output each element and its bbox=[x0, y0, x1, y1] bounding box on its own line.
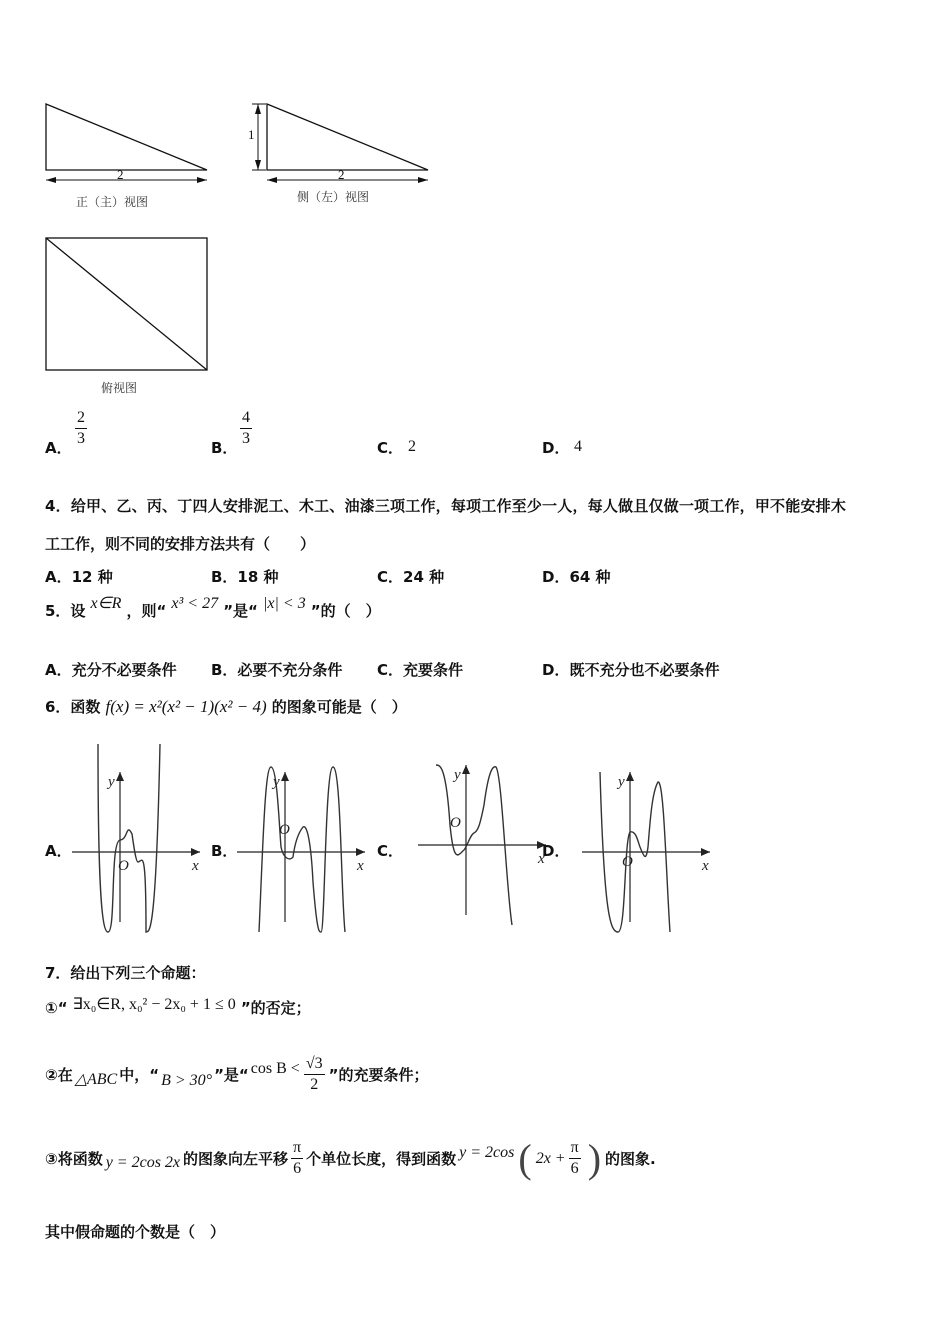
q6-graph-b-y-label: y bbox=[273, 774, 280, 790]
q7-proposition-2: ②在 △ABC 中，“ B > 30° ”是“ cos B < $\frac{√3}{2}$ ”的充要条件； bbox=[45, 1055, 429, 1093]
side-view-caption: 侧（左）视图 bbox=[297, 190, 370, 204]
q5-option-a: A．充分不必要条件 bbox=[45, 661, 177, 679]
q3-option-a-label: A． bbox=[45, 439, 72, 457]
q7-p1-expr: ∃x₀∈R, x₀² − 2x₀ + 1 ≤ 0 bbox=[72, 996, 236, 1013]
q6-graph-c-y-arrow bbox=[462, 765, 470, 774]
q5-cond1: x³ < 27 bbox=[171, 595, 219, 612]
q5-option-d: D．既不充分也不必要条件 bbox=[542, 661, 720, 679]
q3-option-d-label: D． bbox=[542, 439, 570, 457]
front-width-label: 2 bbox=[117, 167, 124, 182]
side-width-label: 2 bbox=[338, 167, 345, 182]
q6-graph-a-y-arrow bbox=[116, 772, 124, 781]
q6-option-d-label: D． bbox=[542, 842, 570, 860]
q4-option-b: B．18 种 bbox=[211, 568, 279, 586]
q6-graph-c-x-label: x bbox=[538, 851, 545, 867]
q7-proposition-3: ③将函数 y = 2cos 2x 的图象向左平移 $\frac{\pi}{6}$ 个单位长度，得到函数 y = 2cos ( 2x + $\frac{\pi}{6}$ ) 的图象. bbox=[45, 1135, 656, 1181]
q6-graph-d-y-label: y bbox=[618, 774, 625, 790]
front-dim-arrow-left bbox=[46, 177, 56, 183]
q7-proposition-1: ①“ ∃x₀∈R, x₀² − 2x₀ + 1 ≤ 0 ”的否定； bbox=[45, 996, 311, 1017]
q5-option-c: C．充要条件 bbox=[377, 661, 464, 679]
q6-graph-a bbox=[72, 744, 200, 932]
q6-graph-a-y-label: y bbox=[108, 774, 115, 790]
q3-option-d-value: 4 bbox=[574, 438, 582, 455]
q4-stem-line1: 4．给甲、乙、丙、丁四人安排泥工、木工、油漆三项工作，每项工作至少一人，每人做且仅做一项工作，甲不能安排木 bbox=[45, 497, 847, 515]
q6-graph-d-x-label: x bbox=[702, 858, 709, 874]
q6-graph-b bbox=[237, 767, 365, 932]
q3-option-b-label: B． bbox=[211, 439, 238, 457]
q3-option-c-label: C． bbox=[377, 439, 404, 457]
front-view-caption: 正（主）视图 bbox=[76, 195, 149, 209]
side-dim-arrow-left bbox=[267, 177, 277, 183]
q6-graph-b-x-arrow bbox=[356, 848, 365, 856]
q6-graph-a-x-arrow bbox=[191, 848, 200, 856]
q5-stem: 5．设 x∈R ，则“ x³ < 27 ”是“ |x| < 3 ”的（ ） bbox=[45, 595, 381, 620]
front-dim-arrow-right bbox=[197, 177, 207, 183]
q4-stem-line2: 工工作，则不同的安排方法共有（ ） bbox=[45, 535, 316, 553]
q5-cond2: |x| < 3 bbox=[263, 595, 306, 612]
q6-graph-d-x-arrow bbox=[701, 848, 710, 856]
q6-graph-b-x-label: x bbox=[357, 858, 364, 874]
q6-function: f(x) = x²(x² − 1)(x² − 4) bbox=[105, 697, 267, 716]
side-height-arrow-bottom bbox=[255, 160, 261, 170]
q6-stem: 6．函数 f(x) = x²(x² − 1)(x² − 4) 的图象可能是（ ） bbox=[45, 697, 407, 716]
q7-title: 7．给出下列三个命题： bbox=[45, 964, 206, 982]
side-view-triangle bbox=[267, 104, 428, 170]
q6-option-a-label: A． bbox=[45, 842, 72, 860]
q6-graph-d bbox=[582, 772, 710, 932]
q5-set-expr: x∈R bbox=[90, 595, 122, 612]
side-height-arrow-top bbox=[255, 104, 261, 114]
q4-option-d: D．64 种 bbox=[542, 568, 611, 586]
top-view-caption: 俯视图 bbox=[101, 381, 138, 395]
top-view-diagonal bbox=[46, 238, 207, 370]
q6-graph-a-curve bbox=[98, 744, 160, 932]
q6-graph-b-y-arrow bbox=[281, 772, 289, 781]
q6-graph-c-origin-label: O bbox=[450, 815, 461, 831]
q4-option-c: C．24 种 bbox=[377, 568, 445, 586]
q3-option-b-fraction: $\frac{4}{3}$ bbox=[242, 409, 250, 447]
q6-graph-a-x-label: x bbox=[192, 858, 199, 874]
side-height-label: 1 bbox=[248, 127, 255, 142]
q6-graph-d-origin-label: O bbox=[622, 854, 633, 870]
q6-graph-d-y-arrow bbox=[626, 772, 634, 781]
q7-closing: 其中假命题的个数是（ ） bbox=[45, 1223, 226, 1241]
q6-option-b-label: B． bbox=[211, 842, 238, 860]
q6-graph-b-origin-label: O bbox=[279, 822, 290, 838]
q6-graph-c bbox=[418, 765, 546, 925]
q6-graph-a-origin-label: O bbox=[118, 858, 129, 874]
q4-option-a: A．12 种 bbox=[45, 568, 113, 586]
q6-graph-c-y-label: y bbox=[454, 767, 461, 783]
q6-graph-b-curve bbox=[259, 767, 345, 932]
q3-option-c-value: 2 bbox=[408, 438, 416, 455]
q3-option-a-fraction: $\frac{2}{3}$ bbox=[77, 409, 85, 447]
side-dim-arrow-right bbox=[418, 177, 428, 183]
front-view-triangle bbox=[46, 104, 207, 170]
q5-option-b: B．必要不充分条件 bbox=[211, 661, 343, 679]
q6-option-c-label: C． bbox=[377, 842, 404, 860]
